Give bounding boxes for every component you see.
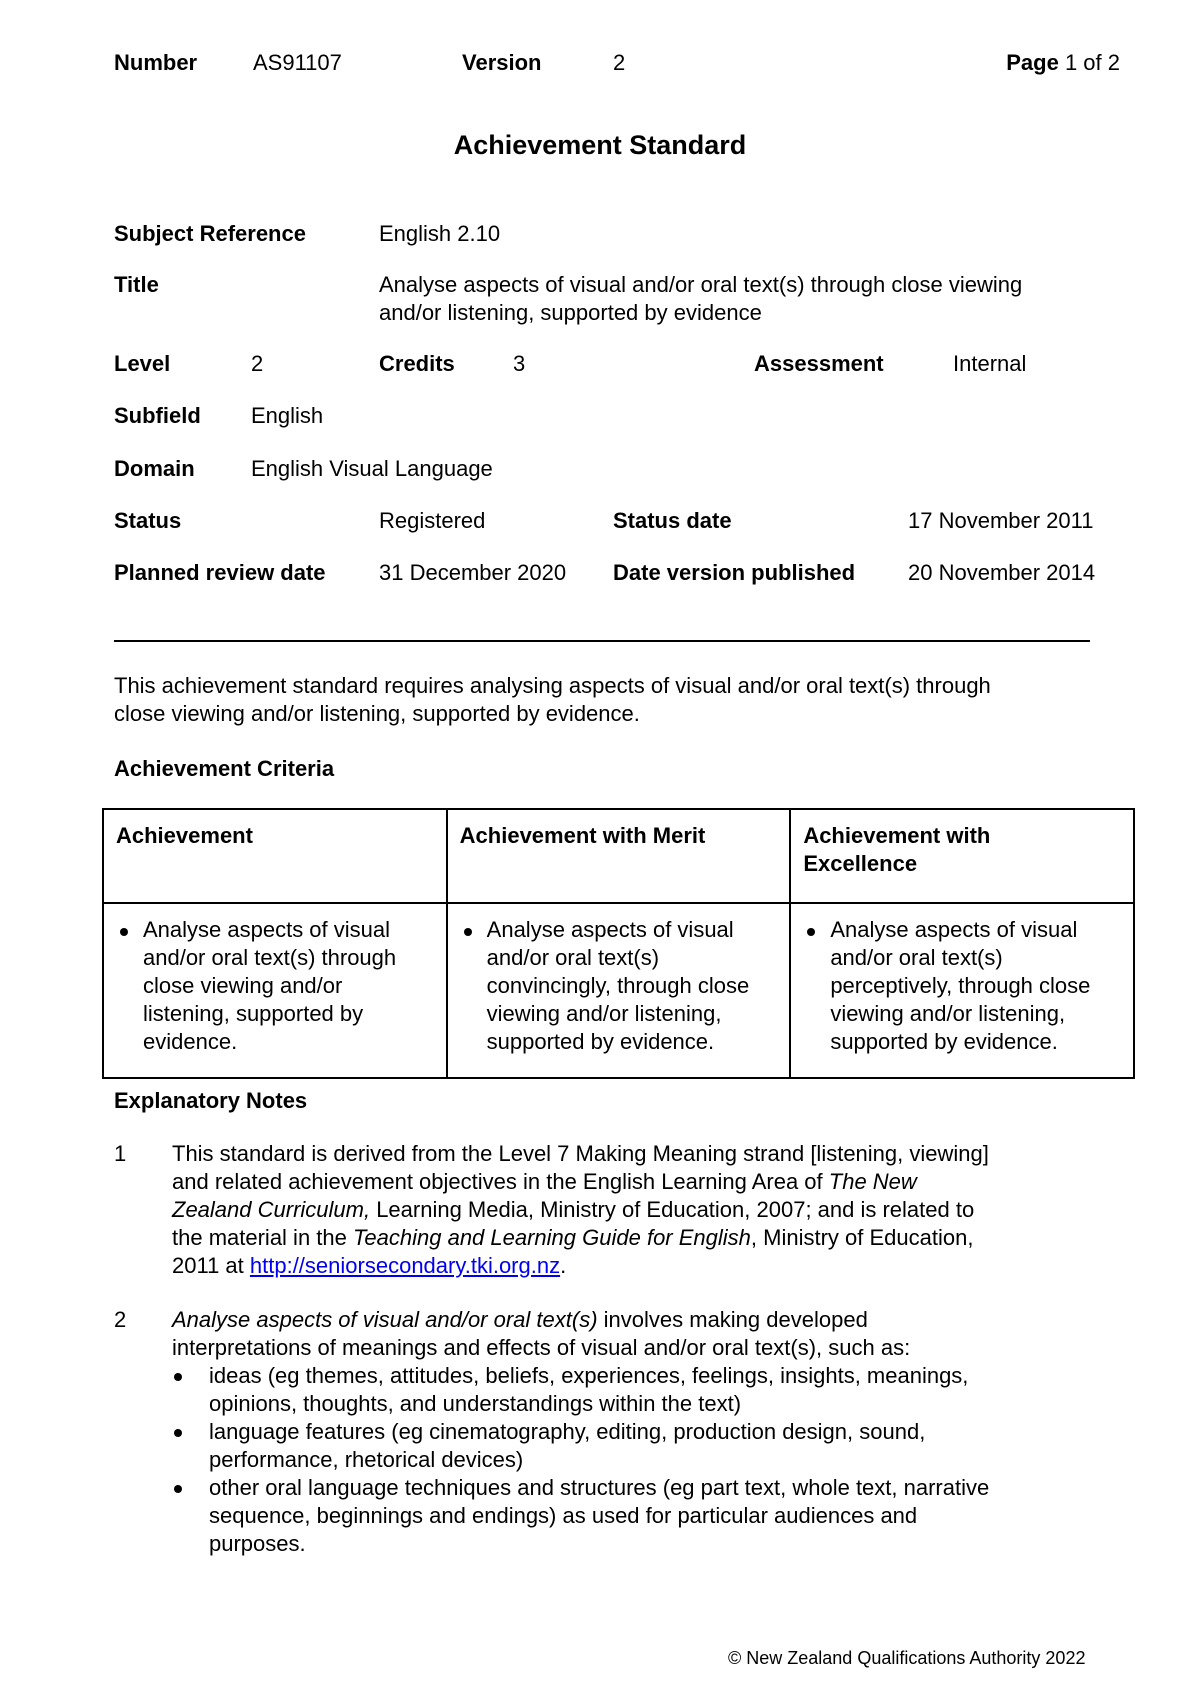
note-body [172, 1140, 1104, 1280]
note-text: . [560, 1253, 567, 1278]
version-label: Version [462, 50, 542, 75]
note-text-italic: The New [828, 1169, 917, 1194]
header-excellence [790, 809, 1134, 903]
note-line [172, 1306, 1104, 1334]
note-1 [114, 1140, 1104, 1280]
page-value: 1 of 2 [1064, 50, 1120, 75]
divider-rule [114, 640, 1090, 642]
title-value-line2: and/or listening, supported by evidence [379, 300, 762, 325]
criterion-line: evidence. [143, 1029, 238, 1054]
note-2 [114, 1306, 1104, 1558]
bullet-line: purposes. [209, 1531, 306, 1556]
note-line: interpretations of meanings and effects of visual and/or oral text(s), such as: [172, 1335, 911, 1360]
note-text-italic: Teaching and Learning Guide for English [352, 1225, 751, 1250]
bullet-icon [174, 1485, 182, 1493]
planned-review-label: Planned review date [114, 560, 326, 585]
note-text-italic: Zealand Curriculum, [172, 1197, 371, 1222]
criterion-excellence [790, 903, 1134, 1078]
header-achievement [103, 809, 447, 903]
criteria-body-row [103, 903, 1134, 1078]
criterion-line: close viewing and/or [143, 973, 343, 998]
bullet-item [172, 1418, 1104, 1474]
note-line: This standard is derived from the Level 7 Making Meaning strand [listening, viewing] [172, 1141, 989, 1166]
note-line [172, 1168, 1104, 1196]
level-value: 2 [251, 351, 264, 376]
level-label: Level [114, 351, 171, 376]
note-line [172, 1252, 1104, 1280]
tki-link[interactable]: http://seniorsecondary.tki.org.nz [249, 1253, 561, 1278]
note-line [172, 1196, 1104, 1224]
page-indicator [1006, 52, 1120, 74]
title-value-line1: Analyse aspects of visual and/or oral text(s) through close viewing [379, 272, 1023, 297]
header-text: Achievement with Merit [459, 823, 706, 848]
note-text: 2011 at [172, 1253, 250, 1278]
subject-reference-value: English 2.10 [379, 221, 501, 246]
date-published-label: Date version published [613, 560, 856, 585]
bullet-item [172, 1362, 1104, 1418]
header-merit [447, 809, 791, 903]
status-date-value: 17 November 2011 [908, 508, 1094, 533]
bullet-item [172, 1474, 1104, 1558]
bullet-icon [807, 928, 815, 936]
note-text: and related achievement objectives in the English Learning Area of [172, 1169, 829, 1194]
criterion-line: and/or oral text(s) [830, 945, 1003, 970]
note-text: the material in the [172, 1225, 353, 1250]
criterion-item [803, 916, 1121, 1056]
criteria-table [102, 808, 1135, 1079]
bullet-line: performance, rhetorical devices) [209, 1447, 524, 1472]
page-label: Page [1006, 50, 1059, 75]
title-label: Title [114, 272, 159, 297]
criterion-line: viewing and/or listening, [830, 1001, 1066, 1026]
status-value: Registered [379, 508, 486, 533]
criterion-item [116, 916, 434, 1056]
intro-line: close viewing and/or listening, supported by evidence. [114, 701, 640, 726]
criterion-line: convincingly, through close [486, 973, 750, 998]
header-text: Achievement with [803, 823, 991, 848]
bullet-line: sequence, beginnings and endings) as used for particular audiences and [209, 1503, 918, 1528]
subfield-value: English [251, 403, 324, 428]
criterion-item [460, 916, 778, 1056]
bullet-icon [120, 928, 128, 936]
version-value: 2 [613, 50, 626, 75]
criterion-line: supported by evidence. [486, 1029, 715, 1054]
date-published-value: 20 November 2014 [908, 560, 1096, 585]
subject-reference-label: Subject Reference [114, 221, 306, 246]
bullet-icon [464, 928, 472, 936]
criterion-line: perceptively, through close [830, 973, 1091, 998]
note-text-italic: Analyse aspects of visual and/or oral text(s) [172, 1307, 598, 1332]
credits-label: Credits [379, 351, 455, 376]
criteria-header-row [103, 809, 1134, 903]
planned-review-value: 31 December 2020 [379, 560, 567, 585]
criteria-heading: Achievement Criteria [114, 756, 335, 781]
assessment-value: Internal [953, 351, 1027, 376]
bullet-icon [174, 1429, 182, 1437]
bullet-line: other oral language techniques and structures (eg part text, whole text, narrative [209, 1475, 990, 1500]
notes-heading: Explanatory Notes [114, 1088, 308, 1113]
subfield-label: Subfield [114, 403, 201, 428]
bullet-line: opinions, thoughts, and understandings within the text) [209, 1391, 742, 1416]
number-value: AS91107 [253, 50, 342, 75]
note-text: , Ministry of Education, [750, 1225, 974, 1250]
number-label: Number [114, 50, 198, 75]
document-title: Achievement Standard [453, 130, 747, 160]
bullet-icon [174, 1373, 182, 1381]
criterion-line: Analyse aspects of visual [486, 917, 734, 942]
intro-paragraph [114, 672, 1114, 728]
note-body [172, 1306, 1104, 1558]
header-text: Achievement [116, 823, 253, 848]
criterion-line: Analyse aspects of visual [830, 917, 1078, 942]
note-line [172, 1224, 1104, 1252]
note-number: 1 [114, 1141, 127, 1166]
bullet-line: language features (eg cinematography, editing, production design, sound, [209, 1419, 926, 1444]
intro-line: This achievement standard requires analysing aspects of visual and/or oral text(s) through [114, 673, 991, 698]
bullet-line: ideas (eg themes, attitudes, beliefs, experiences, feelings, insights, meanings, [209, 1363, 969, 1388]
criterion-line: Analyse aspects of visual [143, 917, 391, 942]
criterion-line: viewing and/or listening, [486, 1001, 722, 1026]
assessment-label: Assessment [754, 351, 884, 376]
header-text: Excellence [803, 851, 918, 876]
status-label: Status [114, 508, 182, 533]
domain-value: English Visual Language [251, 456, 493, 481]
status-date-label: Status date [613, 508, 732, 533]
credits-value: 3 [513, 351, 526, 376]
criterion-line: supported by evidence. [830, 1029, 1058, 1054]
copyright-footer: © New Zealand Qualifications Authority 2022 [728, 1648, 1086, 1668]
criterion-merit [447, 903, 791, 1078]
note-text: Learning Media, Ministry of Education, 2007; and is related to [370, 1197, 975, 1222]
criterion-line: and/or oral text(s) [486, 945, 660, 970]
note-number: 2 [114, 1307, 127, 1332]
criterion-line: listening, supported by [143, 1001, 364, 1026]
note-text: involves making developed [597, 1307, 868, 1332]
domain-label: Domain [114, 456, 195, 481]
criterion-achievement [103, 903, 447, 1078]
criterion-line: and/or oral text(s) through [143, 945, 397, 970]
